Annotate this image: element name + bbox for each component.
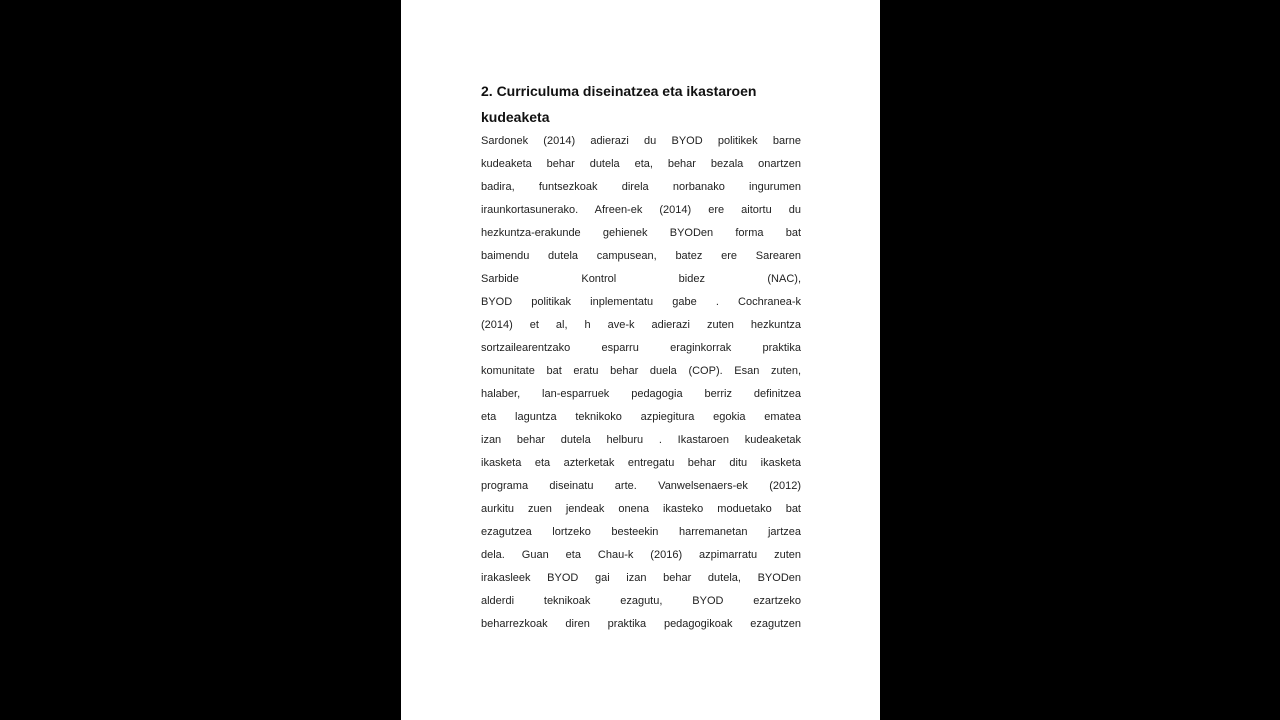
text-line: ezagutzea lortzeko besteekin harremanetan jartzea bbox=[481, 526, 801, 538]
document-content bbox=[481, 78, 801, 636]
text-line: badira, funtsezkoak direla norbanako ingurumen bbox=[481, 181, 801, 193]
document-page bbox=[401, 0, 880, 720]
text-line: baimendu dutela campusean, batez ere Sarearen bbox=[481, 250, 801, 262]
text-line: irakasleek BYOD gai izan behar dutela, BYODen bbox=[481, 572, 801, 584]
text-line: (2014) et al, h ave-k adierazi zuten hezkuntza bbox=[481, 319, 801, 331]
text-line: BYOD politikak inplementatu gabe . Cochranea-k bbox=[481, 296, 801, 308]
text-line: halaber, lan-esparruek pedagogia berriz definitzea bbox=[481, 388, 801, 400]
text-line: aurkitu zuen jendeak onena ikasteko moduetako bat bbox=[481, 503, 801, 515]
section-heading-line-2: kudeaketa bbox=[481, 109, 550, 125]
text-line: iraunkortasunerako. Afreen-ek (2014) ere aitortu du bbox=[481, 204, 801, 216]
text-line: dela. Guan eta Chau-k (2016) azpimarratu zuten bbox=[481, 549, 801, 561]
text-line: komunitate bat eratu behar duela (COP). Esan zuten, bbox=[481, 365, 801, 377]
text-line: Sardonek (2014) adierazi du BYOD politikek barne bbox=[481, 135, 801, 147]
text-line: izan behar dutela helburu . Ikastaroen kudeaketak bbox=[481, 434, 801, 446]
text-line: hezkuntza-erakunde gehienek BYODen forma bat bbox=[481, 227, 801, 239]
text-line: sortzailearentzako esparru eraginkorrak praktika bbox=[481, 342, 801, 354]
text-line: Sarbide Kontrol bidez (NAC), bbox=[481, 273, 801, 285]
text-line: beharrezkoak diren praktika pedagogikoak ezagutzen bbox=[481, 618, 801, 630]
body-paragraph bbox=[481, 130, 801, 636]
text-line: programa diseinatu arte. Vanwelsenaers-ek (2012) bbox=[481, 480, 801, 492]
text-line: eta laguntza teknikoko azpiegitura egokia ematea bbox=[481, 411, 801, 423]
section-heading-line-1: 2. Curriculuma diseinatzea eta ikastaroen bbox=[481, 83, 757, 99]
section-heading bbox=[481, 78, 801, 130]
text-line: alderdi teknikoak ezagutu, BYOD ezartzeko bbox=[481, 595, 801, 607]
text-line: kudeaketa behar dutela eta, behar bezala onartzen bbox=[481, 158, 801, 170]
text-line: ikasketa eta azterketak entregatu behar ditu ikasketa bbox=[481, 457, 801, 469]
